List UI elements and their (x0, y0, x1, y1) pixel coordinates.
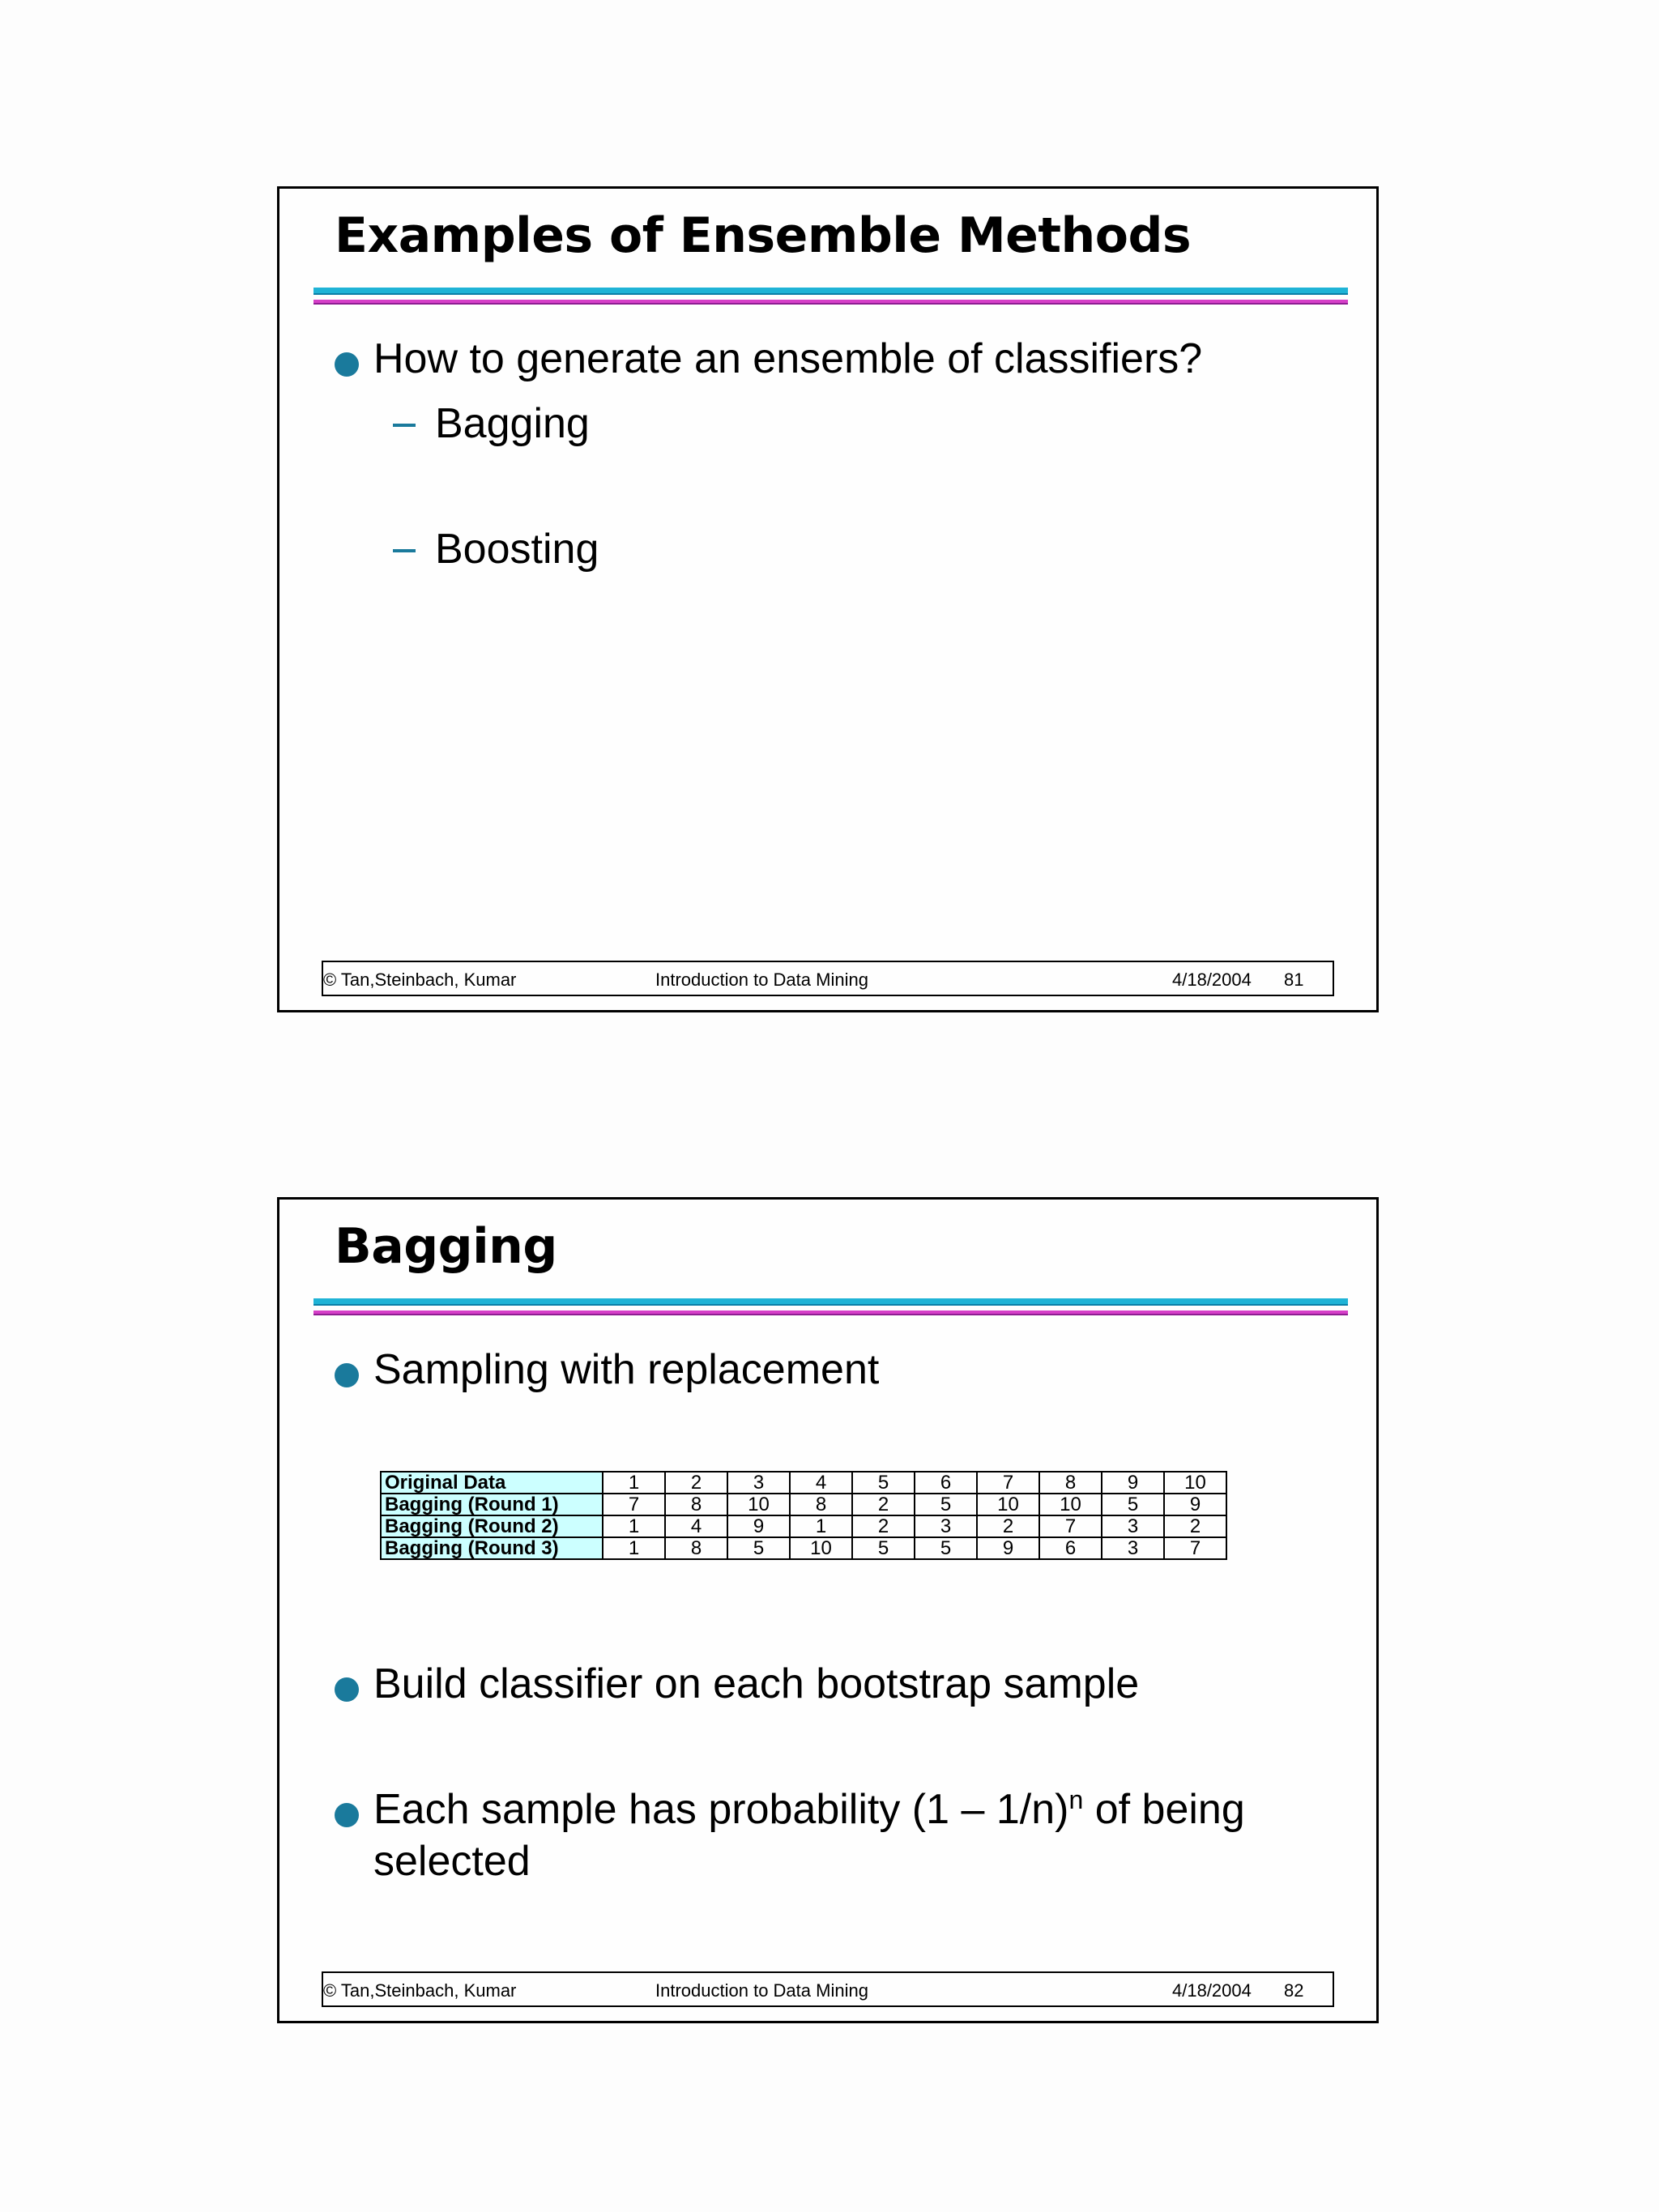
table-cell: 10 (1164, 1472, 1226, 1494)
table-cell: 10 (1039, 1494, 1102, 1515)
table-cell: 3 (1102, 1515, 1164, 1537)
bullet-text-continued: selected (373, 1838, 531, 1885)
sub-bullet-text: Bagging (435, 400, 590, 447)
sub-bullet-item (393, 523, 599, 575)
table-cell: 5 (915, 1494, 977, 1515)
table-cell: 1 (603, 1537, 665, 1559)
slide-footer (322, 1971, 1334, 2007)
slide-title: Examples of Ensemble Methods (335, 207, 1192, 264)
table-cell: 1 (603, 1515, 665, 1537)
bullet-dot-icon (335, 1677, 359, 1702)
table-cell: 7 (1164, 1537, 1226, 1559)
slide-title: Bagging (335, 1218, 557, 1275)
row-label: Bagging (Round 3) (381, 1537, 603, 1559)
table-cell: 7 (1039, 1515, 1102, 1537)
footer-course: Introduction to Data Mining (655, 970, 868, 990)
table-cell: 4 (790, 1472, 852, 1494)
table-cell: 8 (1039, 1472, 1102, 1494)
footer-course: Introduction to Data Mining (655, 1980, 868, 2001)
slide-82 (277, 1197, 1379, 2023)
sub-bullet-text: Boosting (435, 526, 599, 573)
bullet-item (335, 1344, 879, 1396)
table-cell: 5 (727, 1537, 790, 1559)
bullet-text: Build classifier on each bootstrap sample (373, 1660, 1140, 1707)
table-cell: 2 (1164, 1515, 1226, 1537)
row-label: Original Data (381, 1472, 603, 1494)
bullet-text: How to generate an ensemble of classifiers? (373, 335, 1203, 382)
slide-81 (277, 186, 1379, 1012)
row-label: Bagging (Round 1) (381, 1494, 603, 1515)
dash-icon (393, 424, 416, 427)
bagging-table (380, 1471, 1227, 1560)
table-cell: 5 (852, 1472, 915, 1494)
table-cell: 2 (852, 1515, 915, 1537)
title-rule-magenta (313, 300, 1348, 305)
row-label: Bagging (Round 2) (381, 1515, 603, 1537)
table-row (381, 1472, 1226, 1494)
table-row (381, 1515, 1226, 1537)
bullet-dot-icon (335, 1363, 359, 1387)
table-cell: 5 (915, 1537, 977, 1559)
table-cell: 10 (977, 1494, 1039, 1515)
table-cell: 8 (665, 1537, 727, 1559)
footer-page-number: 81 (1284, 970, 1304, 990)
title-rule-magenta (313, 1311, 1348, 1315)
dash-icon (393, 549, 416, 552)
table-cell: 2 (852, 1494, 915, 1515)
table-cell: 8 (665, 1494, 727, 1515)
footer-date: 4/18/2004 (1172, 1980, 1252, 2001)
table-cell: 6 (1039, 1537, 1102, 1559)
table-row (381, 1537, 1226, 1559)
bullet-text: Sampling with replacement (373, 1346, 880, 1393)
table-cell: 5 (852, 1537, 915, 1559)
table-cell: 9 (1102, 1472, 1164, 1494)
table-cell: 7 (977, 1472, 1039, 1494)
footer-date: 4/18/2004 (1172, 970, 1252, 990)
table-cell: 3 (915, 1515, 977, 1537)
table-cell: 9 (977, 1537, 1039, 1559)
bullet-item (335, 1658, 1139, 1710)
table-cell: 4 (665, 1515, 727, 1537)
footer-page-number: 82 (1284, 1980, 1304, 2001)
bullet-dot-icon (335, 352, 359, 377)
footer-copyright: © Tan,Steinbach, Kumar (323, 1980, 517, 2001)
superscript-n: n (1068, 1785, 1084, 1814)
table-cell: 5 (1102, 1494, 1164, 1515)
table-cell: 3 (727, 1472, 790, 1494)
bullet-dot-icon (335, 1803, 359, 1827)
table-cell: 9 (727, 1515, 790, 1537)
title-rule-cyan (313, 1298, 1348, 1306)
sub-bullet-item (393, 398, 590, 450)
table-cell: 3 (1102, 1537, 1164, 1559)
bullet-item (335, 333, 1202, 385)
footer-copyright: © Tan,Steinbach, Kumar (323, 970, 517, 990)
bullet-text: Each sample has probability (1 – 1/n) (373, 1786, 1069, 1833)
slide-footer (322, 961, 1334, 996)
table-cell: 7 (603, 1494, 665, 1515)
table-cell: 1 (603, 1472, 665, 1494)
table-cell: 2 (665, 1472, 727, 1494)
table-cell: 6 (915, 1472, 977, 1494)
title-rule-cyan (313, 288, 1348, 295)
table-cell: 10 (727, 1494, 790, 1515)
table-cell: 9 (1164, 1494, 1226, 1515)
table-cell: 8 (790, 1494, 852, 1515)
table-cell: 10 (790, 1537, 852, 1559)
table-row (381, 1494, 1226, 1515)
table-cell: 2 (977, 1515, 1039, 1537)
table-cell: 1 (790, 1515, 852, 1537)
bullet-item (335, 1784, 1245, 1887)
bullet-text-tail: of being (1083, 1786, 1245, 1833)
